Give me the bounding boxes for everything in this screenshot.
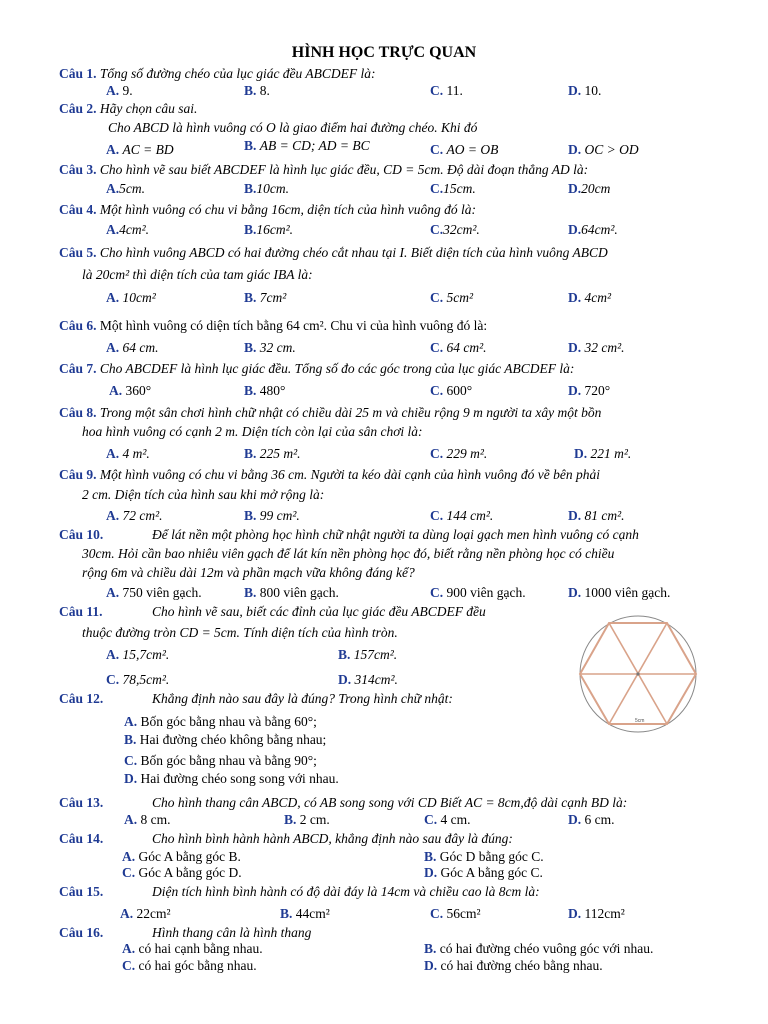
option-text: 2 cm. bbox=[299, 812, 330, 827]
question-3 bbox=[59, 162, 588, 178]
option-c bbox=[430, 383, 472, 399]
question-8 bbox=[59, 405, 601, 421]
side-length-label: 5cm bbox=[635, 718, 645, 724]
option-text: Góc A bằng góc D. bbox=[138, 865, 242, 880]
option-text: Câu 5. bbox=[59, 245, 97, 260]
option-letter: A. bbox=[120, 906, 134, 921]
option-letter: B. bbox=[244, 340, 257, 355]
option-text: Hai đường chéo không bằng nhau; bbox=[139, 732, 327, 747]
option-a bbox=[122, 849, 241, 865]
option-d bbox=[568, 181, 610, 197]
option-letter: D. bbox=[124, 771, 138, 786]
option-letter: A. bbox=[106, 83, 120, 98]
option-letter: D. bbox=[568, 383, 582, 398]
option-text: 360° bbox=[125, 383, 152, 398]
option-letter: B. bbox=[244, 383, 257, 398]
option-a bbox=[106, 83, 133, 99]
option-letter: B. bbox=[244, 290, 257, 305]
question-6 bbox=[59, 318, 487, 334]
option-b bbox=[244, 222, 293, 238]
option-b bbox=[244, 446, 301, 462]
option-letter: C. bbox=[430, 446, 444, 461]
option-text: Câu 9. bbox=[59, 467, 97, 482]
option-letter: C. bbox=[424, 812, 438, 827]
option-text: 900 viên gạch. bbox=[446, 585, 526, 600]
option-text: 10. bbox=[584, 83, 602, 98]
question-1 bbox=[59, 66, 376, 82]
option-text: Cho ABCDEF là hình lục giác đều. Tổng số đo các góc trong của lục giác ABCDEF là: bbox=[99, 361, 575, 376]
option-b bbox=[244, 181, 289, 197]
option-text: 4 m². bbox=[122, 446, 150, 461]
option-text: 22cm² bbox=[136, 906, 171, 921]
option-b bbox=[284, 812, 330, 828]
question-subtext: rộng 6m và chiều dài 12m và phần mạch vữa không đáng kể? bbox=[82, 565, 415, 580]
option-text: 44cm² bbox=[295, 906, 330, 921]
option-c bbox=[430, 83, 463, 99]
option-a bbox=[120, 906, 171, 922]
option-c bbox=[430, 446, 487, 462]
option-text: 20cm bbox=[581, 181, 611, 196]
option-letter: D. bbox=[568, 812, 582, 827]
option-b bbox=[244, 83, 270, 99]
question-subtext: là 20cm² thì diện tích của tam giác IBA là: bbox=[82, 267, 313, 282]
option-text: Câu 10. bbox=[59, 527, 104, 542]
option-text: 78,5cm². bbox=[122, 672, 170, 687]
option-text: 72 cm². bbox=[122, 508, 163, 523]
option-text: Câu 8. bbox=[59, 405, 97, 420]
option-letter: A. bbox=[106, 647, 120, 662]
option-letter: A. bbox=[124, 714, 138, 729]
question-text: Cho hình thang cân ABCD, có AB song song với CD Biết AC = 8cm,độ dài cạnh BD là: bbox=[152, 795, 628, 810]
option-letter: D. bbox=[424, 958, 438, 973]
option-c bbox=[106, 672, 169, 688]
option-b bbox=[280, 906, 330, 922]
option-b bbox=[124, 732, 326, 748]
question-12 bbox=[59, 691, 103, 707]
option-letter: C. bbox=[430, 181, 444, 196]
option-d bbox=[568, 290, 611, 306]
option-a bbox=[106, 446, 150, 462]
option-d bbox=[568, 142, 639, 158]
option-d bbox=[568, 508, 625, 524]
option-text: 112cm² bbox=[584, 906, 625, 921]
option-text: Trong một sân chơi hình chữ nhật có chiều dài 25 m và chiều rộng 9 m người ta xây một bồn bbox=[99, 405, 602, 420]
option-b bbox=[424, 849, 544, 865]
option-text: 15cm. bbox=[443, 181, 476, 196]
option-a bbox=[106, 647, 169, 663]
option-a bbox=[106, 181, 145, 197]
option-letter: B. bbox=[124, 732, 137, 747]
option-a bbox=[124, 812, 171, 828]
option-text: Góc D bằng góc C. bbox=[439, 849, 544, 864]
option-c bbox=[122, 958, 257, 974]
question-4 bbox=[59, 202, 476, 218]
option-c bbox=[122, 865, 242, 881]
question-subtext: Cho ABCD là hình vuông có O là giao điểm hai đường chéo. Khi đó bbox=[108, 120, 478, 135]
option-d bbox=[568, 222, 618, 238]
option-text: 81 cm². bbox=[584, 508, 625, 523]
option-letter: A. bbox=[122, 849, 136, 864]
option-letter: A. bbox=[106, 446, 120, 461]
option-text: Hãy chọn câu sai. bbox=[99, 101, 198, 116]
question-text: Tổng số đường chéo của lục giác đều ABCDEF là: bbox=[99, 66, 376, 81]
option-text: Câu 7. bbox=[59, 361, 97, 376]
option-text: Cho hình vẽ sau biết ABCDEF là hình lục giác đều, CD = 5cm. Độ dài đoạn thẳng AD là: bbox=[99, 162, 589, 177]
option-text: Bốn góc bằng nhau và bằng 90°; bbox=[140, 753, 317, 768]
option-text: 314cm². bbox=[354, 672, 398, 687]
center-point bbox=[636, 672, 639, 675]
option-letter: C. bbox=[430, 340, 444, 355]
option-text: 5cm. bbox=[119, 181, 145, 196]
option-a bbox=[106, 142, 174, 158]
option-text: 10cm. bbox=[256, 181, 290, 196]
option-letter: C. bbox=[430, 142, 444, 157]
option-text: 99 cm². bbox=[259, 508, 300, 523]
option-letter: D. bbox=[424, 865, 438, 880]
option-text: Câu 15. bbox=[59, 884, 104, 899]
option-letter: D. bbox=[568, 290, 582, 305]
option-text: có hai cạnh bằng nhau. bbox=[138, 941, 263, 956]
option-letter: C. bbox=[430, 508, 444, 523]
option-letter: A. bbox=[106, 585, 120, 600]
option-letter: A. bbox=[122, 941, 136, 956]
option-letter: B. bbox=[424, 849, 437, 864]
option-letter: D. bbox=[568, 142, 582, 157]
option-text: AC = BD bbox=[122, 142, 174, 157]
option-text: Câu 6. bbox=[59, 318, 97, 333]
option-d bbox=[424, 958, 603, 974]
option-letter: D. bbox=[568, 222, 582, 237]
option-c bbox=[430, 906, 481, 922]
option-letter: B. bbox=[244, 446, 257, 461]
option-text: 15,7cm². bbox=[122, 647, 170, 662]
option-a bbox=[106, 340, 159, 356]
option-text: 56cm² bbox=[446, 906, 481, 921]
option-b bbox=[244, 383, 285, 399]
option-text: 600° bbox=[446, 383, 473, 398]
option-letter: C. bbox=[430, 290, 444, 305]
option-b bbox=[244, 138, 370, 154]
option-text: 64cm². bbox=[581, 222, 618, 237]
option-text: Câu 13. bbox=[59, 795, 104, 810]
option-text: có hai đường chéo vuông góc với nhau. bbox=[439, 941, 654, 956]
option-c bbox=[430, 508, 493, 524]
option-text: 11. bbox=[446, 83, 463, 98]
option-letter: B. bbox=[244, 83, 257, 98]
option-c bbox=[430, 585, 526, 601]
question-5 bbox=[59, 245, 608, 261]
option-text: AB = CD; AD = BC bbox=[259, 138, 370, 153]
option-text: 5cm² bbox=[446, 290, 474, 305]
option-text: Câu 14. bbox=[59, 831, 104, 846]
option-d bbox=[124, 771, 339, 787]
option-a bbox=[106, 508, 163, 524]
option-text: 750 viên gạch. bbox=[122, 585, 202, 600]
option-text: 32 cm. bbox=[259, 340, 296, 355]
option-letter: D. bbox=[568, 585, 582, 600]
option-text: Câu 12. bbox=[59, 691, 104, 706]
option-letter: B. bbox=[424, 941, 437, 956]
option-letter: C. bbox=[430, 222, 444, 237]
option-text: Hai đường chéo song song với nhau. bbox=[140, 771, 339, 786]
option-text: Câu 2. bbox=[59, 101, 97, 116]
option-text: 221 m². bbox=[590, 446, 632, 461]
question-10 bbox=[59, 527, 103, 543]
option-text: Một hình vuông có diện tích bằng 64 cm². Chu vi của hình vuông đó là: bbox=[99, 318, 488, 333]
hexagon-in-circle-figure bbox=[574, 614, 702, 738]
option-d bbox=[424, 865, 543, 881]
question-text: Cho hình bình hành hành ABCD, khẳng định nào sau đây là đúng: bbox=[152, 831, 513, 846]
option-text: 225 m². bbox=[259, 446, 301, 461]
option-letter: A. bbox=[106, 340, 120, 355]
option-text: 144 cm². bbox=[446, 508, 494, 523]
question-text: Để lát nền một phòng học hình chữ nhật người ta dùng loại gạch men hình vuông có cạnh bbox=[152, 527, 639, 542]
option-letter: D. bbox=[568, 181, 582, 196]
option-d bbox=[568, 906, 625, 922]
question-subtext: 2 cm. Diện tích của hình sau khi mở rộng là: bbox=[82, 487, 325, 502]
option-text: Câu 11. bbox=[59, 604, 103, 619]
option-text: 64 cm. bbox=[122, 340, 159, 355]
option-d bbox=[574, 446, 631, 462]
question-subtext: 30cm. Hỏi cần bao nhiêu viên gạch để lát kín nền phòng học đó, biết rằng nền phòng học có chiều bbox=[82, 546, 615, 561]
question-11 bbox=[59, 604, 103, 620]
option-letter: C. bbox=[430, 906, 444, 921]
option-a bbox=[109, 383, 151, 399]
question-16 bbox=[59, 925, 103, 941]
option-letter: A. bbox=[106, 222, 120, 237]
option-a bbox=[122, 941, 263, 957]
question-7 bbox=[59, 361, 574, 377]
option-text: 480° bbox=[259, 383, 286, 398]
option-letter: D. bbox=[574, 446, 588, 461]
option-letter: D. bbox=[568, 508, 582, 523]
option-text: Câu 4. bbox=[59, 202, 97, 217]
option-b bbox=[338, 647, 397, 663]
option-text: Bốn góc bằng nhau và bằng 60°; bbox=[140, 714, 317, 729]
option-text: 4cm² bbox=[584, 290, 612, 305]
option-c bbox=[430, 142, 498, 158]
option-b bbox=[244, 340, 296, 356]
option-text: 32 cm². bbox=[584, 340, 625, 355]
option-letter: D. bbox=[338, 672, 352, 687]
question-text: Hình thang cân là hình thang bbox=[152, 925, 312, 940]
option-d bbox=[568, 812, 615, 828]
option-letter: B. bbox=[284, 812, 297, 827]
option-letter: B. bbox=[244, 585, 257, 600]
option-text: Góc A bằng góc C. bbox=[440, 865, 543, 880]
page-title: HÌNH HỌC TRỰC QUAN bbox=[291, 44, 477, 61]
question-15 bbox=[59, 884, 103, 900]
question-text: Diện tích hình bình hành có độ dài đáy là 14cm và chiều cao là 8cm là: bbox=[152, 884, 540, 899]
option-a bbox=[106, 585, 202, 601]
option-text: AO = OB bbox=[446, 142, 499, 157]
option-letter: B. bbox=[244, 222, 257, 237]
option-text: 229 m². bbox=[446, 446, 488, 461]
option-letter: A. bbox=[109, 383, 123, 398]
option-letter: D. bbox=[568, 83, 582, 98]
option-text: có hai đường chéo bằng nhau. bbox=[440, 958, 603, 973]
option-b bbox=[244, 508, 300, 524]
option-text: OC > OD bbox=[584, 142, 639, 157]
option-text: 64 cm². bbox=[446, 340, 487, 355]
option-d bbox=[338, 672, 398, 688]
option-d bbox=[568, 585, 670, 601]
option-d bbox=[568, 383, 610, 399]
option-text: 6 cm. bbox=[584, 812, 615, 827]
question-label: Câu 1. bbox=[59, 66, 97, 81]
option-text: Cho hình vuông ABCD có hai đường chéo cắt nhau tại I. Biết diện tích của hình vuông ABCD bbox=[99, 245, 608, 260]
option-c bbox=[430, 340, 487, 356]
option-letter: D. bbox=[568, 906, 582, 921]
option-text: 4cm². bbox=[119, 222, 150, 237]
option-text: Câu 16. bbox=[59, 925, 104, 940]
option-d bbox=[568, 340, 625, 356]
option-letter: A. bbox=[106, 142, 120, 157]
option-letter: A. bbox=[106, 181, 120, 196]
option-text: 800 viên gạch. bbox=[259, 585, 339, 600]
option-text: 4 cm. bbox=[440, 812, 471, 827]
option-text: có hai góc bằng nhau. bbox=[138, 958, 257, 973]
option-letter: C. bbox=[106, 672, 120, 687]
option-text: 1000 viên gạch. bbox=[584, 585, 671, 600]
option-text: 7cm² bbox=[259, 290, 287, 305]
option-letter: B. bbox=[244, 181, 257, 196]
option-letter: C. bbox=[124, 753, 138, 768]
option-text: 32cm². bbox=[443, 222, 480, 237]
option-text: Góc A bằng góc B. bbox=[138, 849, 241, 864]
option-b bbox=[244, 585, 339, 601]
option-letter: A. bbox=[106, 508, 120, 523]
option-letter: B. bbox=[338, 647, 351, 662]
option-c bbox=[430, 290, 473, 306]
option-c bbox=[430, 222, 480, 238]
question-9 bbox=[59, 467, 600, 483]
option-letter: C. bbox=[430, 383, 444, 398]
option-letter: C. bbox=[122, 958, 136, 973]
option-text: 8. bbox=[259, 83, 270, 98]
option-a bbox=[124, 714, 317, 730]
option-b bbox=[424, 941, 653, 957]
option-letter: C. bbox=[122, 865, 136, 880]
option-letter: B. bbox=[244, 138, 257, 153]
option-b bbox=[244, 290, 286, 306]
option-text: 10cm² bbox=[122, 290, 156, 305]
option-text: Một hình vuông có chu vi bằng 36 cm. Người ta kéo dài cạnh của hình vuông đó về bên phải bbox=[99, 467, 600, 482]
option-text: 9. bbox=[122, 83, 133, 98]
option-letter: B. bbox=[280, 906, 293, 921]
option-letter: C. bbox=[430, 83, 444, 98]
option-text: 16cm². bbox=[256, 222, 294, 237]
question-text: Cho hình vẽ sau, biết các đỉnh của lục giác đều ABCDEF đều bbox=[152, 604, 486, 619]
option-text: 720° bbox=[584, 383, 611, 398]
question-13 bbox=[59, 795, 103, 811]
question-2 bbox=[59, 101, 197, 117]
question-text: Khẳng định nào sau đây là đúng? Trong hình chữ nhật: bbox=[152, 691, 453, 706]
option-text: 8 cm. bbox=[140, 812, 171, 827]
option-letter: A. bbox=[124, 812, 138, 827]
option-letter: B. bbox=[244, 508, 257, 523]
option-text: 157cm². bbox=[353, 647, 398, 662]
option-a bbox=[106, 222, 149, 238]
option-c bbox=[124, 753, 317, 769]
option-a bbox=[106, 290, 156, 306]
option-text: Câu 3. bbox=[59, 162, 97, 177]
option-letter: C. bbox=[430, 585, 444, 600]
question-subtext: hoa hình vuông có cạnh 2 m. Diện tích còn lại của sân chơi là: bbox=[82, 424, 423, 439]
option-letter: A. bbox=[106, 290, 120, 305]
option-letter: D. bbox=[568, 340, 582, 355]
question-14 bbox=[59, 831, 103, 847]
question-subtext: thuộc đường tròn CD = 5cm. Tính diện tích của hình tròn. bbox=[82, 625, 398, 640]
option-d bbox=[568, 83, 601, 99]
option-text: Một hình vuông có chu vi bằng 16cm, diện tích của hình vuông đó là: bbox=[99, 202, 476, 217]
option-c bbox=[430, 181, 476, 197]
option-c bbox=[424, 812, 471, 828]
